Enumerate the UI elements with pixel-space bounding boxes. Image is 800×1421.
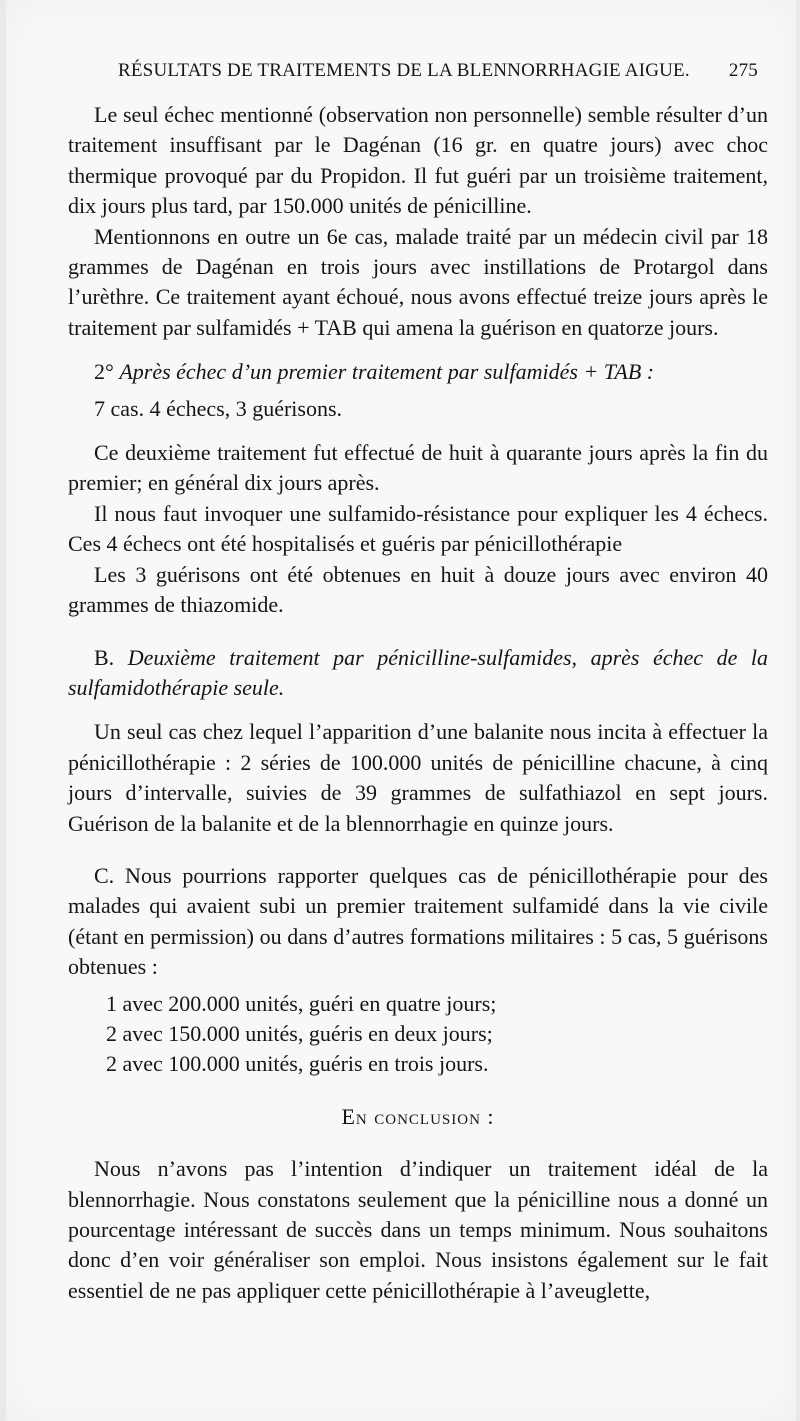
conclusion-heading: En conclusion : bbox=[341, 1103, 495, 1129]
subheading-2-number: 2° bbox=[94, 359, 114, 385]
subheading-2 bbox=[68, 357, 768, 387]
paragraph-7: Un seul cas chez lequel l’apparition d’une balanite nous incita à effectuer la pénicillothérapie : 2 séries de 100.000 unités de pénicilline chacune, à cinq jours d’intervalle, suivies de 39 grammes de sulfathiazol en sept jours. Guérison de la balanite et de la blennorrhagie en quinze jours. bbox=[68, 719, 768, 836]
page-number: 275 bbox=[728, 60, 758, 81]
list-item: 2 avec 150.000 unités, guéris en deux jours; bbox=[106, 1020, 493, 1046]
paragraph-4: Ce deuxième traitement fut effectué de huit à quarante jours après la fin du premier; en général dix jours après. bbox=[68, 440, 768, 496]
results-list bbox=[68, 989, 768, 1080]
subheading-2-text: Après échec d’un premier traitement par sulfamidés + TAB : bbox=[119, 359, 655, 385]
paragraph-5: Il nous faut invoquer une sulfamido-résistance pour expliquer les 4 échecs. Ces 4 échecs ont été hospitalisés et guéris par pénicillothérapie bbox=[68, 500, 768, 557]
subheading-b bbox=[68, 643, 768, 704]
paragraph-9: Nous n’avons pas l’intention d’indiquer un traitement idéal de la blennorrhagie. Nous constatons seulement que la pénicilline nous a donné un pourcentage intéressant de succès dans un temps minimum. Nous souhaitons donc d’en voir généraliser son emploi. Nous insistons également sur le fait essentiel de ne pas appliquer cette pénicillothérapie à l’aveuglette, bbox=[68, 1156, 768, 1303]
paragraph-1: Le seul échec mentionné (observation non personnelle) semble résulter d’un traitement insuffisant par le Dagénan (16 gr. en quatre jours) avec choc thermique provoqué par du Propidon. Il fut guéri par un troisième traitement, dix jours plus tard, par 150.000 unités de pénicilline. bbox=[68, 102, 768, 219]
subheading-b-letter: B. bbox=[94, 644, 115, 670]
paragraph-8: C. Nous pourrions rapporter quelques cas de pénicillothérapie pour des malades qui avaient subi un premier traitement sulfamidé dans la vie civile (étant en permission) ou dans d’autres formations militaires : 5 cas, 5 guérisons obtenues : bbox=[68, 862, 768, 980]
subheading-b-text: Deuxième traitement par pénicilline-sulfamides, après échec de la sulfamidothérapie seule. bbox=[68, 644, 768, 700]
paragraph-6: Les 3 guérisons ont été obtenues en huit à douze jours avec environ 40 grammes de thiazomide. bbox=[68, 561, 768, 618]
book-page bbox=[6, 0, 796, 1421]
list-item: 2 avec 100.000 unités, guéris en trois jours. bbox=[106, 1051, 489, 1077]
paragraph-3: 7 cas. 4 échecs, 3 guérisons. bbox=[94, 395, 343, 421]
list-item: 1 avec 200.000 unités, guéri en quatre jours; bbox=[106, 990, 497, 1016]
running-header bbox=[118, 60, 758, 90]
paragraph-2: Mentionnons en outre un 6e cas, malade traité par un médecin civil par 18 grammes de Dagénan en trois jours avec instillations de Protargol dans l’urèthre. Ce traitement ayant échoué, nous avons effectué treize jours après le traitement par sulfamidés + TAB qui amena la guérison en quatorze jours. bbox=[68, 223, 768, 340]
body-text bbox=[68, 100, 768, 1306]
running-head: RÉSULTATS DE TRAITEMENTS DE LA BLENNORRHAGIE AIGUE. bbox=[118, 60, 690, 81]
